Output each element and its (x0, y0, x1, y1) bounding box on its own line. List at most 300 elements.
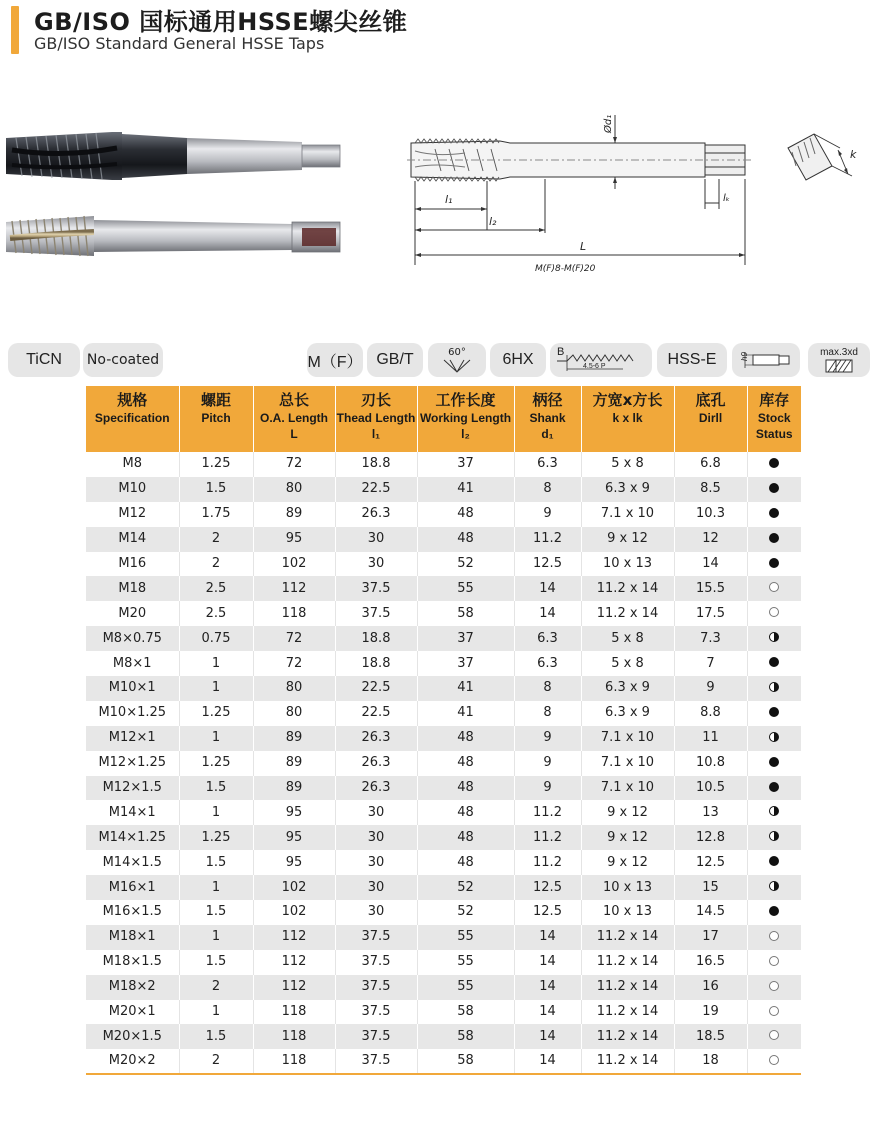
table-cell: 10 x 13 (581, 900, 674, 925)
table-cell: 1.25 (179, 452, 253, 477)
table-cell: 41 (417, 477, 514, 502)
table-cell: 37.5 (335, 1049, 417, 1074)
table-cell: 37.5 (335, 1024, 417, 1049)
table-cell: 14 (514, 576, 581, 601)
stock-status-half-icon (769, 682, 779, 692)
column-header (747, 386, 801, 452)
label-l1: l₁ (445, 193, 453, 206)
table-cell: 11.2 x 14 (581, 975, 674, 1000)
table-cell: 118 (253, 1049, 335, 1074)
spec-cell: M20×1 (86, 1000, 179, 1025)
table-row (86, 676, 801, 701)
stock-status-full-icon (769, 757, 779, 767)
table-cell: 37 (417, 651, 514, 676)
column-header-cn: 柄径 (532, 391, 563, 409)
badge-shank-tolerance (732, 343, 800, 377)
table-cell: 37.5 (335, 975, 417, 1000)
stock-status-empty-icon (769, 607, 779, 617)
table-cell: 95 (253, 825, 335, 850)
badge-mf-label: M（F） (307, 353, 363, 371)
table-cell: 37 (417, 626, 514, 651)
stock-status-half-icon (769, 632, 779, 642)
table-row (86, 900, 801, 925)
stock-status-full-icon (769, 558, 779, 568)
column-header (581, 386, 674, 452)
table-cell: 0.75 (179, 626, 253, 651)
table-row (86, 975, 801, 1000)
table-cell: 72 (253, 452, 335, 477)
column-header-sym: l₁ (371, 427, 381, 441)
shank-h9-label: h9 (740, 352, 749, 361)
column-header-sym: Status (755, 427, 793, 441)
table-cell: 9 (514, 751, 581, 776)
table-cell: 72 (253, 651, 335, 676)
table-cell: 18.8 (335, 452, 417, 477)
column-header (417, 386, 514, 452)
badge-mf (307, 343, 363, 377)
stock-status-cell (747, 601, 801, 626)
table-cell: 52 (417, 900, 514, 925)
table-cell: 72 (253, 626, 335, 651)
table-cell: 7.1 x 10 (581, 776, 674, 801)
technical-drawing (405, 105, 760, 280)
stock-status-empty-icon (769, 582, 779, 592)
table-cell: 8 (514, 477, 581, 502)
stock-status-cell (747, 1049, 801, 1074)
column-header-en: Stock (757, 411, 791, 425)
table-row (86, 626, 801, 651)
stock-status-empty-icon (769, 1055, 779, 1065)
table-cell: 18 (674, 1049, 747, 1074)
spiral-point-thread-icon (553, 345, 649, 375)
table-cell: 48 (417, 850, 514, 875)
table-cell: 6.3 x 9 (581, 701, 674, 726)
table-row (86, 776, 801, 801)
column-header-cn: 总长 (278, 391, 309, 409)
table-cell: 13 (674, 800, 747, 825)
stock-status-cell (747, 1024, 801, 1049)
table-cell: 112 (253, 925, 335, 950)
badge-gbt-label: GB/T (376, 351, 414, 368)
table-cell: 18.8 (335, 651, 417, 676)
table-cell: 9 x 12 (581, 800, 674, 825)
table-row (86, 651, 801, 676)
stock-status-cell (747, 975, 801, 1000)
stock-status-cell (747, 676, 801, 701)
label-lk: lₖ (723, 193, 731, 204)
tap-dimension-drawing (405, 105, 760, 280)
table-cell: 5 x 8 (581, 626, 674, 651)
stock-status-cell (747, 552, 801, 577)
table-row (86, 601, 801, 626)
badge-tolerance (490, 343, 546, 377)
spec-cell: M14 (86, 527, 179, 552)
table-cell: 11.2 x 14 (581, 1024, 674, 1049)
table-cell: 37.5 (335, 925, 417, 950)
badge-thread-angle (428, 343, 486, 377)
badge-thread-form (550, 343, 652, 377)
table-cell: 6.8 (674, 452, 747, 477)
stock-status-full-icon (769, 458, 779, 468)
table-cell: 12 (674, 527, 747, 552)
table-cell: 89 (253, 751, 335, 776)
table-row (86, 800, 801, 825)
stock-status-cell (747, 502, 801, 527)
stock-status-cell (747, 751, 801, 776)
table-cell: 7.1 x 10 (581, 751, 674, 776)
badge-no-coated-label: No-coated (86, 352, 160, 368)
table-row (86, 477, 801, 502)
product-photos (2, 110, 347, 270)
table-cell: 16 (674, 975, 747, 1000)
stock-status-cell (747, 477, 801, 502)
table-cell: 8.8 (674, 701, 747, 726)
column-header-cn: 规格 (117, 391, 148, 409)
stock-status-empty-icon (769, 956, 779, 966)
spec-cell: M12×1.5 (86, 776, 179, 801)
table-cell: 2 (179, 975, 253, 1000)
table-cell: 1.25 (179, 701, 253, 726)
table-cell: 48 (417, 502, 514, 527)
table-row (86, 576, 801, 601)
stock-status-cell (747, 950, 801, 975)
column-header-sym: L (290, 427, 298, 441)
table-cell: 5 x 8 (581, 651, 674, 676)
table-cell: 52 (417, 875, 514, 900)
table-cell: 1 (179, 676, 253, 701)
badge-tolerance-label: 6HX (502, 351, 534, 368)
stock-status-cell (747, 576, 801, 601)
table-row (86, 875, 801, 900)
stock-status-cell (747, 800, 801, 825)
spec-cell: M12 (86, 502, 179, 527)
table-row (86, 950, 801, 975)
stock-status-cell (747, 900, 801, 925)
stock-status-half-icon (769, 881, 779, 891)
stock-status-full-icon (769, 657, 779, 667)
thread-form-b: B (557, 346, 565, 358)
table-row (86, 1024, 801, 1049)
table-cell: 55 (417, 975, 514, 1000)
stock-status-cell (747, 776, 801, 801)
table-cell: 6.3 (514, 452, 581, 477)
table-cell: 17.5 (674, 601, 747, 626)
table-cell: 7.3 (674, 626, 747, 651)
square-end-view (770, 120, 870, 220)
column-header-cn: 工作长度 (435, 391, 496, 409)
table-cell: 10 x 13 (581, 875, 674, 900)
table-cell: 14 (514, 950, 581, 975)
label-l2: l₂ (489, 215, 497, 228)
table-cell: 37.5 (335, 576, 417, 601)
table-cell: 55 (417, 925, 514, 950)
column-header-cn: 底孔 (695, 391, 726, 409)
table-body (86, 452, 801, 1074)
table-cell: 19 (674, 1000, 747, 1025)
table-cell: 14 (514, 1000, 581, 1025)
table-cell: 1.5 (179, 477, 253, 502)
stock-status-cell (747, 925, 801, 950)
table-cell: 5 x 8 (581, 452, 674, 477)
table-cell: 14.5 (674, 900, 747, 925)
table-cell: 11.2 x 14 (581, 1049, 674, 1074)
label-L: L (580, 240, 587, 253)
table-cell: 10.3 (674, 502, 747, 527)
table-cell: 1 (179, 651, 253, 676)
spec-cell: M8×0.75 (86, 626, 179, 651)
table-cell: 9 (514, 726, 581, 751)
page-subtitle: GB/ISO Standard General HSSE Taps (34, 34, 325, 53)
table-cell: 30 (335, 875, 417, 900)
spec-cell: M18×1 (86, 925, 179, 950)
table-cell: 1.75 (179, 502, 253, 527)
table-cell: 9 (674, 676, 747, 701)
table-cell: 1.5 (179, 1024, 253, 1049)
table-cell: 37.5 (335, 950, 417, 975)
table-cell: 11.2 (514, 800, 581, 825)
column-header-en: Specification (94, 411, 170, 425)
spec-cell: M20×2 (86, 1049, 179, 1074)
table-cell: 8 (514, 701, 581, 726)
spec-cell: M12×1.25 (86, 751, 179, 776)
table-cell: 2.5 (179, 601, 253, 626)
stock-status-cell (747, 527, 801, 552)
thread-angle-icon (442, 358, 472, 374)
table-cell: 58 (417, 1049, 514, 1074)
stock-status-full-icon (769, 856, 779, 866)
spec-cell: M8×1 (86, 651, 179, 676)
table-cell: 58 (417, 1000, 514, 1025)
table-cell: 11.2 x 14 (581, 1000, 674, 1025)
badge-depth (808, 343, 870, 377)
stock-status-half-icon (769, 831, 779, 841)
table-row (86, 726, 801, 751)
blind-hole-icon (824, 359, 854, 373)
table-cell: 11.2 (514, 850, 581, 875)
table-cell: 18.8 (335, 626, 417, 651)
table-cell: 14 (514, 925, 581, 950)
table-cell: 41 (417, 676, 514, 701)
table-cell: 11 (674, 726, 747, 751)
table-cell: 7 (674, 651, 747, 676)
table-cell: 11.2 x 14 (581, 576, 674, 601)
column-header-cn: 方宽x方长 (592, 391, 663, 409)
table-cell: 12.5 (514, 875, 581, 900)
spec-cell: M14×1.5 (86, 850, 179, 875)
table-cell: 1.5 (179, 776, 253, 801)
badge-material-label: HSS-E (667, 351, 717, 368)
label-d1: Ød₁ (603, 114, 614, 133)
table-cell: 8.5 (674, 477, 747, 502)
badge-material (657, 343, 727, 377)
table-cell: 118 (253, 601, 335, 626)
badge-ticn (8, 343, 80, 377)
table-cell: 26.3 (335, 726, 417, 751)
table-header-row (86, 386, 801, 452)
table-row (86, 825, 801, 850)
table-cell: 9 (514, 502, 581, 527)
table-cell: 26.3 (335, 502, 417, 527)
label-k: k (850, 148, 857, 161)
table-cell: 6.3 x 9 (581, 676, 674, 701)
table-cell: 118 (253, 1024, 335, 1049)
table-cell: 6.3 (514, 626, 581, 651)
table-row (86, 701, 801, 726)
table-cell: 12.5 (514, 900, 581, 925)
table-cell: 26.3 (335, 776, 417, 801)
table-row (86, 751, 801, 776)
table-cell: 11.2 x 14 (581, 950, 674, 975)
stock-status-empty-icon (769, 981, 779, 991)
column-header-en: Dirll (698, 411, 723, 425)
stock-status-full-icon (769, 782, 779, 792)
table-cell: 2 (179, 1049, 253, 1074)
table-cell: 95 (253, 800, 335, 825)
column-header-en: Shank (529, 411, 566, 425)
spec-cell: M20×1.5 (86, 1024, 179, 1049)
table-cell: 1 (179, 800, 253, 825)
table-cell: 2 (179, 527, 253, 552)
stock-status-full-icon (769, 906, 779, 916)
table-cell: 112 (253, 950, 335, 975)
table-cell: 37.5 (335, 601, 417, 626)
table-cell: 80 (253, 676, 335, 701)
column-header-sym: d₁ (541, 427, 554, 441)
table-cell: 12.5 (674, 850, 747, 875)
stock-status-full-icon (769, 508, 779, 518)
table-cell: 80 (253, 701, 335, 726)
spec-table (86, 386, 801, 1075)
table-cell: 30 (335, 850, 417, 875)
table-cell: 30 (335, 825, 417, 850)
thread-form-p: 4.5-6 P (583, 363, 606, 370)
spec-cell: M10×1 (86, 676, 179, 701)
column-header-sym: l₂ (461, 427, 470, 441)
column-header-en: Working Length (419, 411, 512, 425)
spec-cell: M16×1 (86, 875, 179, 900)
table-cell: 48 (417, 825, 514, 850)
table-cell: 22.5 (335, 701, 417, 726)
table-cell: 30 (335, 527, 417, 552)
table-cell: 112 (253, 975, 335, 1000)
column-header (514, 386, 581, 452)
column-header-cn: 螺距 (200, 391, 231, 409)
table-cell: 1.25 (179, 751, 253, 776)
table-cell: 89 (253, 726, 335, 751)
table-cell: 10 x 13 (581, 552, 674, 577)
table-cell: 1 (179, 1000, 253, 1025)
spec-cell: M14×1 (86, 800, 179, 825)
spec-cell: M18 (86, 576, 179, 601)
stock-status-cell (747, 452, 801, 477)
table-cell: 16.5 (674, 950, 747, 975)
spec-cell: M8 (86, 452, 179, 477)
table-cell: 55 (417, 576, 514, 601)
table-cell: 1 (179, 726, 253, 751)
stock-status-cell (747, 875, 801, 900)
page-title: GB/ISO 国标通用HSSE螺尖丝锥 (34, 8, 408, 36)
table-cell: 14 (674, 552, 747, 577)
table-cell: 102 (253, 552, 335, 577)
table-cell: 48 (417, 776, 514, 801)
stock-status-empty-icon (769, 1030, 779, 1040)
table-row (86, 850, 801, 875)
stock-status-empty-icon (769, 1006, 779, 1016)
table-cell: 48 (417, 726, 514, 751)
table-cell: 2 (179, 552, 253, 577)
table-cell: 30 (335, 552, 417, 577)
badge-angle-label: 60° (448, 346, 466, 358)
stock-status-half-icon (769, 732, 779, 742)
spec-cell: M16 (86, 552, 179, 577)
table-cell: 14 (514, 1024, 581, 1049)
table-cell: 1 (179, 875, 253, 900)
column-header-en: Pitch (201, 411, 231, 425)
table-cell: 10.8 (674, 751, 747, 776)
table-cell: 9 x 12 (581, 825, 674, 850)
table-cell: 8 (514, 676, 581, 701)
table-cell: 102 (253, 875, 335, 900)
table-cell: 26.3 (335, 751, 417, 776)
silver-tap-photo (6, 216, 340, 256)
table-cell: 14 (514, 1049, 581, 1074)
table-cell: 15 (674, 875, 747, 900)
table-cell: 6.3 (514, 651, 581, 676)
table-row (86, 552, 801, 577)
table-cell: 48 (417, 800, 514, 825)
table-cell: 2.5 (179, 576, 253, 601)
table-cell: 37 (417, 452, 514, 477)
spec-cell: M16×1.5 (86, 900, 179, 925)
table-cell: 30 (335, 800, 417, 825)
badge-gbt (367, 343, 423, 377)
table-row (86, 502, 801, 527)
table-cell: 30 (335, 900, 417, 925)
spec-cell: M10×1.25 (86, 701, 179, 726)
stock-status-cell (747, 726, 801, 751)
table-cell: 15.5 (674, 576, 747, 601)
table-cell: 22.5 (335, 676, 417, 701)
stock-status-half-icon (769, 806, 779, 816)
stock-status-cell (747, 701, 801, 726)
table-cell: 18.5 (674, 1024, 747, 1049)
table-cell: 9 (514, 776, 581, 801)
column-header (674, 386, 747, 452)
column-header-en: Thead Length (336, 411, 416, 425)
column-header-cn: 库存 (759, 391, 790, 409)
table-cell: 11.2 x 14 (581, 601, 674, 626)
table-cell: 11.2 x 14 (581, 925, 674, 950)
table-cell: 95 (253, 850, 335, 875)
table-cell: 9 x 12 (581, 850, 674, 875)
shank-h9-icon (735, 347, 797, 373)
table-cell: 6.3 x 9 (581, 477, 674, 502)
table-cell: 7.1 x 10 (581, 502, 674, 527)
column-header-cn: 刃长 (360, 391, 391, 409)
table-cell: 1 (179, 925, 253, 950)
table-row (86, 452, 801, 477)
black-tap-photo (6, 132, 340, 180)
table-cell: 17 (674, 925, 747, 950)
table-cell: 7.1 x 10 (581, 726, 674, 751)
table-cell: 89 (253, 776, 335, 801)
table-cell: 1.5 (179, 850, 253, 875)
table-cell: 95 (253, 527, 335, 552)
table-cell: 37.5 (335, 1000, 417, 1025)
column-header (179, 386, 253, 452)
table-cell: 112 (253, 576, 335, 601)
table-cell: 1.25 (179, 825, 253, 850)
